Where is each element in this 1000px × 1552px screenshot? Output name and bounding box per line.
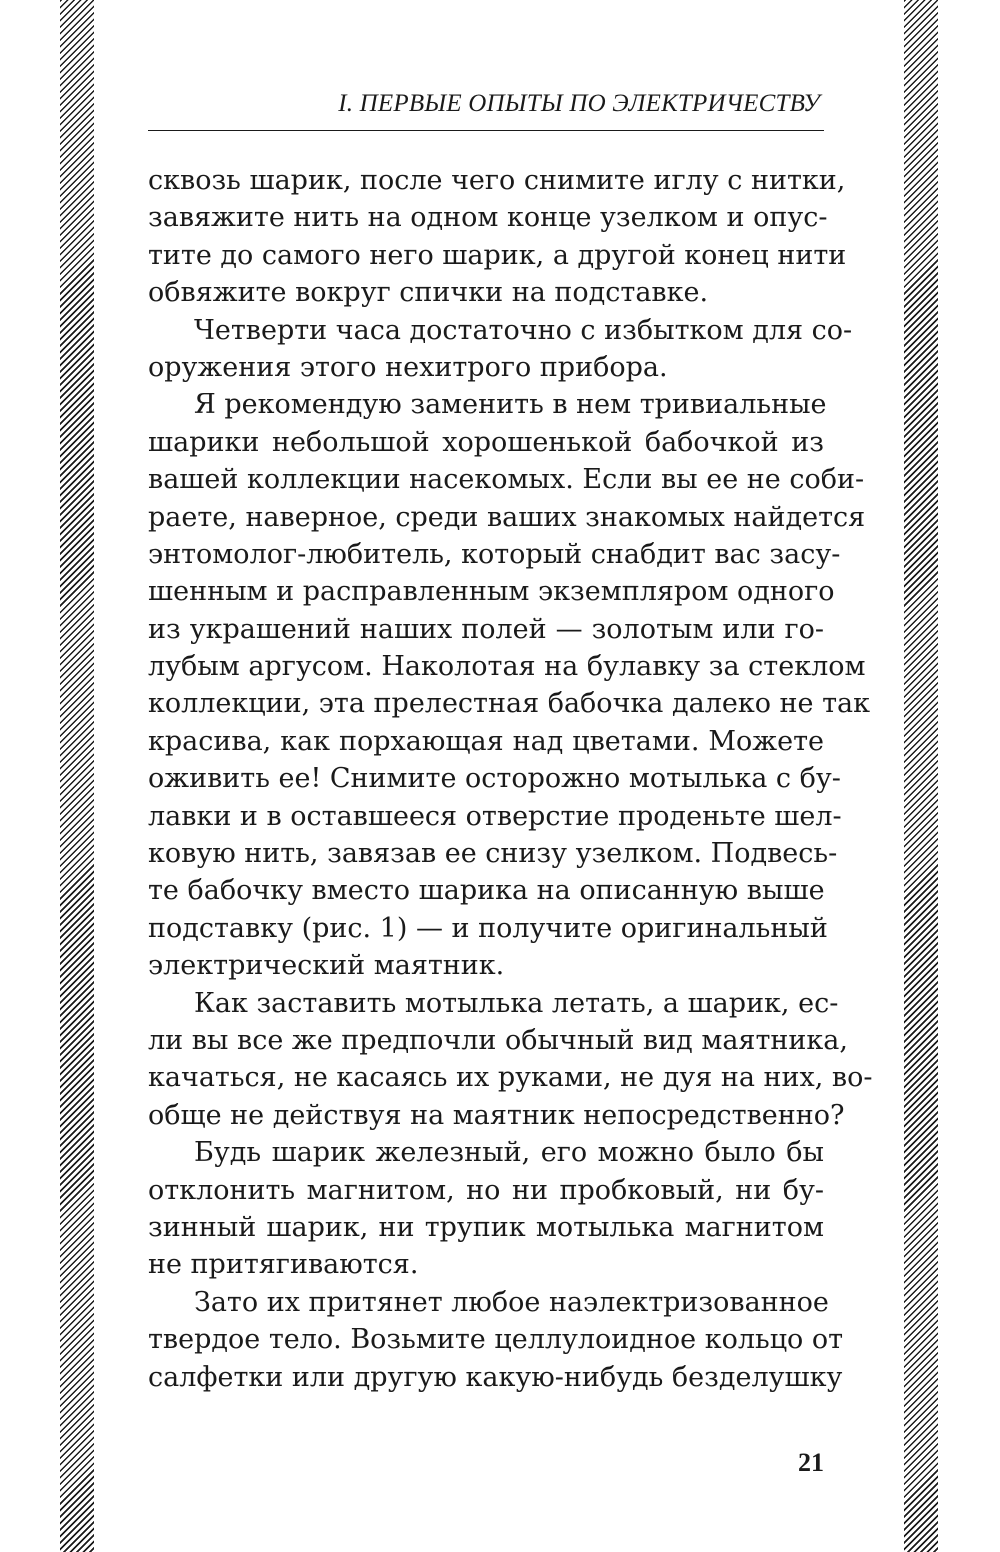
text-line: вашей коллекции насекомых. Если вы ее не соби- — [148, 464, 865, 496]
text-line: сквозь шарик, после чего снимите иглу с нитки, — [148, 165, 846, 196]
text-line: электрический маятник. — [148, 950, 505, 982]
text-line: шенным и расправленным экземпляром одного — [148, 576, 835, 608]
text-line: обвяжите вокруг спички на подставке. — [148, 277, 709, 309]
running-head — [148, 80, 824, 131]
text-line: коллекции, эта прелестная бабочка далеко не так — [148, 688, 870, 720]
text-line: лубым аргусом. Наколотая на булавку за стеклом — [148, 651, 866, 683]
text-line: красива, как порхающая над цветами. Можете — [148, 725, 824, 757]
text-line: тите до самого него шарик, а другой конец нити — [148, 239, 847, 271]
text-line: ковую нить, завязав ее снизу узелком. Подвесь- — [148, 838, 838, 870]
text-line: Я рекомендую заменить в нем тривиальные — [194, 389, 827, 421]
text-line: обще не действуя на маятник непосредственно? — [148, 1099, 845, 1131]
text-line: Четверти часа достаточно с избытком для со- — [194, 314, 853, 346]
decorative-border-left — [60, 0, 94, 1552]
text-line: лавки и в оставшееся отверстие проденьте шел- — [148, 800, 842, 832]
text-line: Зато их притянет любое наэлектризованное — [194, 1286, 829, 1318]
text-line: из украшений наших полей — золотым или го- — [148, 613, 824, 645]
text-line: Как заставить мотылька летать, а шарик, ес- — [194, 987, 839, 1019]
text-line: твердое тело. Возьмите целлулоидное кольцо от — [148, 1324, 844, 1356]
text-line: ли вы все же предпочли обычный вид маятника, — [148, 1024, 848, 1056]
page-number: 21 — [798, 1448, 824, 1477]
chapter-title: I. ПЕРВЫЕ ОПЫТЫ ПО ЭЛЕКТРИЧЕСТВУ — [338, 90, 820, 117]
text-line: раете, наверное, среди ваших знакомых найдется — [148, 501, 866, 533]
text-line: шарики небольшой хорошенькой бабочкой из — [148, 426, 824, 458]
text-line: салфетки или другую какую-нибудь безделушку — [148, 1361, 843, 1393]
text-line: энтомолог-любитель, который снабдит вас засу- — [148, 538, 841, 570]
text-line: подставку (рис. 1) — и получите оригинальный — [148, 912, 828, 944]
body-text — [148, 162, 873, 1396]
text-line: те бабочку вместо шарика на описанную выше — [148, 875, 825, 907]
text-line: не притягиваются. — [148, 1249, 419, 1281]
text-line: Будь шарик железный, его можно было бы — [194, 1137, 824, 1169]
text-line: отклонить магнитом, но ни пробковый, ни бу- — [148, 1174, 824, 1206]
text-line: качаться, не касаясь их руками, не дуя на них, во- — [148, 1062, 873, 1094]
text-line: оружения этого нехитрого прибора. — [148, 351, 668, 383]
text-line: зинный шарик, ни трупик мотылька магнитом — [148, 1211, 824, 1243]
decorative-border-right — [904, 0, 938, 1552]
text-line: оживить ее! Снимите осторожно мотылька с бу- — [148, 763, 841, 795]
text-line: завяжите нить на одном конце узелком и опус- — [148, 202, 828, 234]
